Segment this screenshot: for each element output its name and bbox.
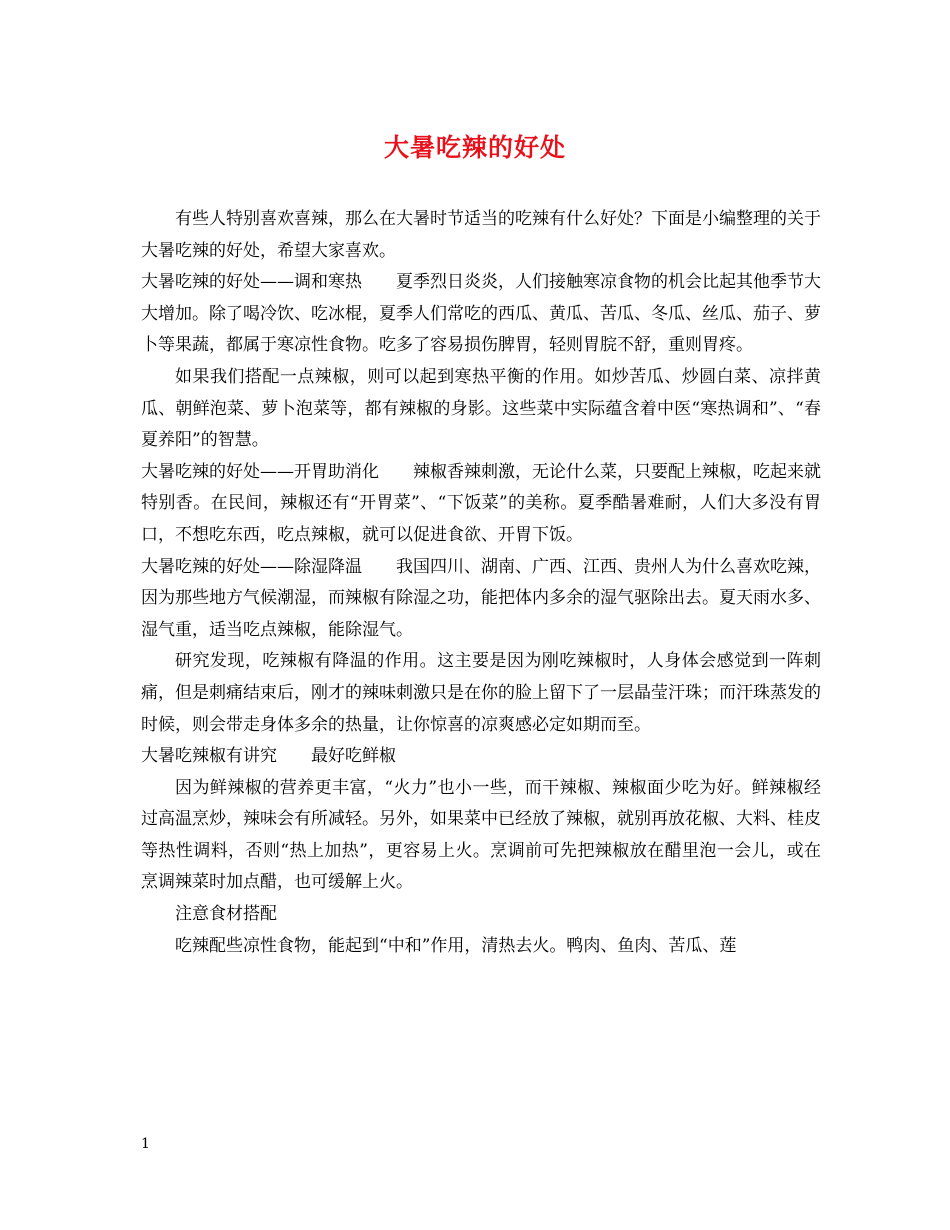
document-body — [141, 204, 821, 962]
section-text-dehumidify: 我国四川、湖南、广西、江西、贵州人为什么喜欢吃辣，因为那些地方气候潮湿，而辣椒有除湿之功，能把体内多余的湿气驱除出去。夏天雨水多、湿气重，适当吃点辣椒，能除湿气。 — [141, 556, 821, 640]
paragraph-cooling: 研究发现，吃辣椒有降温的作用。这主要是因为刚吃辣椒时，人身体会感觉到一阵刺痛，但是刺痛结束后，刚才的辣味刺激只是在你的脸上留下了一层晶莹汗珠；而汗珠蒸发的时候，则会带走身体多余的热量，让你惊喜的凉爽感必定如期而至。 — [141, 651, 821, 735]
document-title: 大暑吃辣的好处 — [383, 133, 566, 162]
subheading-food-pairing: 注意食材搭配 — [175, 904, 277, 925]
paragraph-cooling-foods: 吃辣配些凉性食物，能起到“中和”作用，清热去火。鸭肉、鱼肉、苦瓜、莲 — [175, 935, 737, 956]
section-paragraph-appetite — [141, 457, 821, 552]
section-text-tips: 最好吃鲜椒 — [311, 746, 396, 767]
section-heading-dehumidify: 大暑吃辣的好处——除湿降温 — [141, 556, 362, 577]
section-heading-appetite: 大暑吃辣的好处——开胃助消化 — [141, 461, 379, 482]
section-heading-balance: 大暑吃辣的好处——调和寒热 — [141, 272, 362, 293]
paragraph-fresh-pepper: 因为鲜辣椒的营养更丰富，“火力”也小一些，而干辣椒、辣椒面少吃为好。鲜辣椒经过高温烹炒，辣味会有所减轻。另外，如果菜中已经放了辣椒，就别再放花椒、大料、桂皮等热性调料，否则“热上加热”，更容易上火。烹调前可先把辣椒放在醋里泡一会儿，或在烹调辣菜时加点醋，也可缓解上火。 — [141, 777, 821, 893]
section-heading-tips: 大暑吃辣椒有讲究 — [141, 746, 277, 767]
section-text-balance: 夏季烈日炎炎，人们接触寒凉食物的机会比起其他季节大大增加。除了喝冷饮、吃冰棍，夏季人们常吃的西瓜、黄瓜、苦瓜、冬瓜、丝瓜、茄子、萝卜等果蔬，都属于寒凉性食物。吃多了容易损伤脾胃，轻则胃脘不舒，重则胃疼。 — [141, 272, 821, 356]
page-number: 1 — [141, 1136, 150, 1152]
intro-paragraph: 有些人特别喜欢喜辣，那么在大暑时节适当的吃辣有什么好处？下面是小编整理的关于大暑吃辣的好处，希望大家喜欢。 — [141, 209, 821, 261]
section-paragraph-tips — [141, 741, 821, 773]
paragraph-pairing: 如果我们搭配一点辣椒，则可以起到寒热平衡的作用。如炒苦瓜、炒圆白菜、凉拌黄瓜、朝鲜泡菜、萝卜泡菜等，都有辣椒的身影。这些菜中实际蕴含着中医“寒热调和”、“春夏养阳”的智慧。 — [141, 366, 821, 451]
section-paragraph-dehumidify — [141, 552, 821, 647]
section-paragraph-balance — [141, 267, 821, 362]
section-text-appetite: 辣椒香辣刺激，无论什么菜，只要配上辣椒，吃起来就特别香。在民间，辣椒还有“开胃菜”、“下饭菜”的美称。夏季酷暑难耐，人们大多没有胃口，不想吃东西，吃点辣椒，就可以促进食欲、开胃下饭。 — [141, 461, 821, 545]
